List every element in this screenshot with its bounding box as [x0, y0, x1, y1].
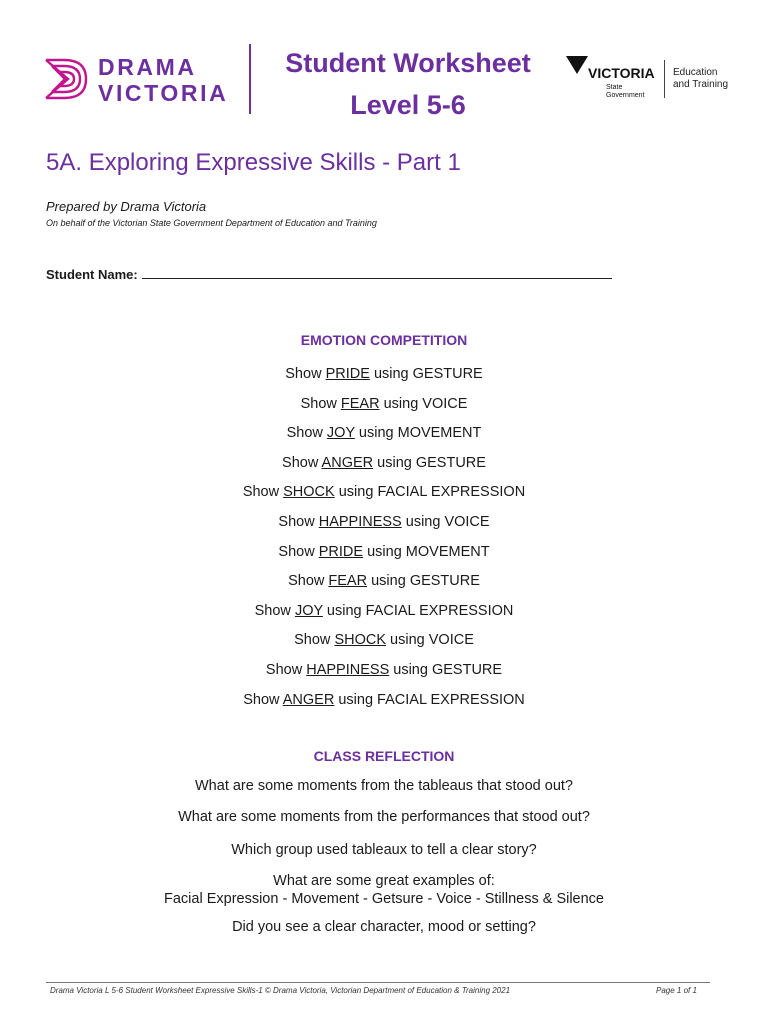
skill-word: FACIAL EXPRESSION	[365, 602, 514, 619]
list-item: Show HAPPINESS using VOICE	[278, 513, 490, 530]
emotion-word: SHOCK	[283, 484, 335, 501]
class-reflection-heading: CLASS REFLECTION	[313, 748, 455, 764]
reflection-question-4	[0, 872, 768, 908]
reflection-question-5: Did you see a clear character, mood or setting?	[232, 919, 536, 935]
skill-word: FACIAL EXPRESSION	[377, 691, 525, 708]
list-item: Show HAPPINESS using GESTURE	[265, 661, 503, 678]
footer-divider	[46, 982, 710, 983]
skill-word: GESTURE	[412, 366, 483, 382]
prepared-by: Prepared by Drama Victoria	[46, 199, 207, 214]
skill-word: GESTURE	[415, 454, 486, 471]
skill-word: VOICE	[422, 395, 468, 412]
list-item: Show JOY using FACIAL EXPRESSION	[254, 602, 514, 619]
list-item: Show SHOCK using FACIAL EXPRESSION	[242, 484, 526, 501]
emotion-word: JOY	[294, 602, 323, 619]
emotion-word: ANGER	[321, 454, 374, 471]
reflection-question-3: Which group used tableaux to tell a clear story?	[231, 842, 537, 858]
drama-victoria-logo-icon	[44, 56, 90, 102]
page-title: 5A. Exploring Expressive Skills - Part 1	[46, 149, 461, 176]
emotion-word: JOY	[326, 425, 355, 442]
worksheet-title-line-1: Student Worksheet	[285, 48, 531, 78]
victoria-state-government-logo-icon	[566, 54, 666, 102]
skill-word: MOVEMENT	[405, 543, 490, 560]
student-name-label: Student Name:	[46, 267, 138, 282]
list-item: Show ANGER using FACIAL EXPRESSION	[243, 691, 525, 708]
list-item: Show ANGER using GESTURE	[282, 454, 486, 471]
edu-line-2: and Training	[673, 79, 729, 90]
footer-page-number: Page 1 of 1	[656, 986, 697, 995]
education-training-label	[673, 67, 728, 91]
skill-word: VOICE	[428, 632, 474, 649]
reflection-question-4-line-2: Facial Expression - Movement - Getsure - Voice - Stillness & Silence	[164, 891, 604, 907]
logo-line-2: VICTORIA	[98, 80, 229, 106]
skill-word: GESTURE	[431, 661, 503, 678]
student-name-field[interactable]	[46, 266, 612, 282]
reflection-question-4-line-1: What are some great examples of:	[273, 873, 495, 889]
skill-word: GESTURE	[409, 573, 480, 590]
list-item: Show SHOCK using VOICE	[294, 632, 474, 649]
worksheet-title	[258, 42, 558, 126]
emotion-word: PRIDE	[325, 366, 370, 382]
list-item: Show FEAR using GESTURE	[288, 573, 480, 590]
emotion-word: FEAR	[340, 395, 380, 412]
vic-logo-name: VICTORIA	[588, 65, 655, 81]
emotion-word: HAPPINESS	[306, 661, 390, 678]
skill-word: VOICE	[444, 513, 490, 530]
emotion-word: SHOCK	[334, 632, 387, 649]
skill-word: MOVEMENT	[397, 425, 482, 442]
emotion-competition-heading: EMOTION COMPETITION	[300, 332, 468, 348]
emotion-word: ANGER	[282, 691, 335, 708]
emotion-competition-list	[0, 362, 768, 717]
on-behalf-note: On behalf of the Victorian State Government Department of Education and Training	[46, 218, 377, 228]
emotion-word: HAPPINESS	[318, 513, 402, 530]
footer-copyright: Drama Victoria L 5-6 Student Worksheet Expressive Skills-1 © Drama Victoria, Victorian Department of Education & Training 2021	[50, 986, 511, 995]
vic-logo-government: Government	[606, 92, 645, 99]
emotion-word: PRIDE	[318, 543, 364, 560]
drama-victoria-wordmark	[98, 54, 228, 106]
edu-line-1: Education	[673, 67, 718, 78]
vic-logo-divider	[664, 60, 665, 98]
reflection-question-1: What are some moments from the tableaus that stood out?	[195, 778, 573, 794]
emotion-word: FEAR	[328, 573, 368, 590]
list-item: Show JOY using MOVEMENT	[286, 425, 482, 442]
list-item: Show PRIDE using MOVEMENT	[278, 543, 490, 560]
student-name-blank-line[interactable]	[142, 266, 612, 279]
worksheet-title-line-2: Level 5-6	[350, 90, 466, 120]
list-item: Show PRIDE using GESTURE	[285, 366, 483, 382]
vic-logo-state: State	[606, 84, 623, 91]
list-item: Show FEAR using VOICE	[300, 395, 468, 412]
reflection-question-2: What are some moments from the performances that stood out?	[178, 809, 590, 825]
skill-word: FACIAL EXPRESSION	[377, 484, 526, 501]
header-divider	[249, 44, 251, 114]
logo-line-1: DRAMA	[98, 54, 197, 80]
